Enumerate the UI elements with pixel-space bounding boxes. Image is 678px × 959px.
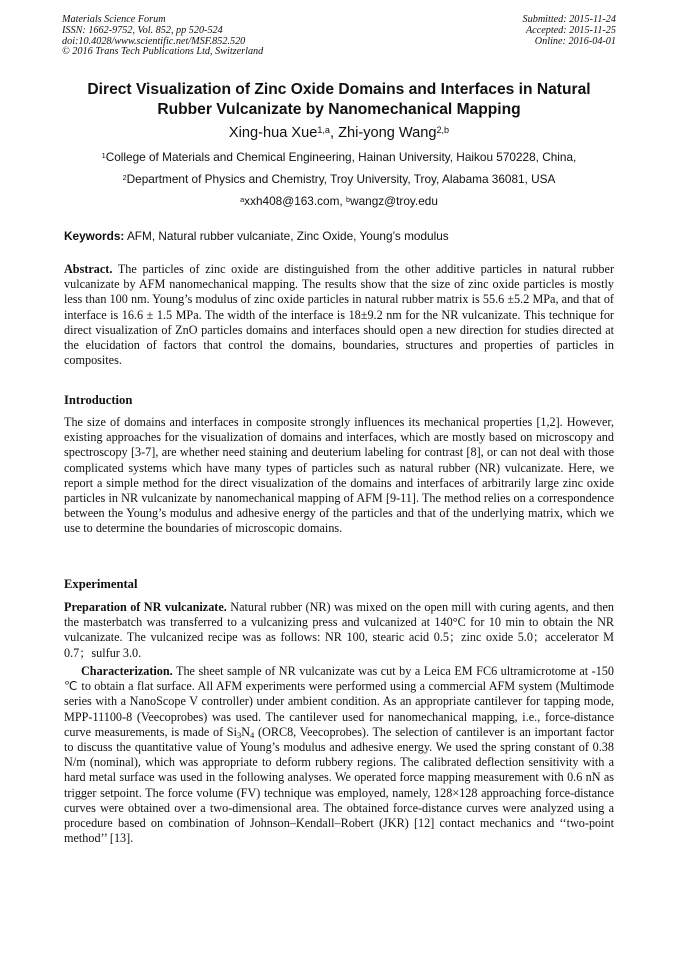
introduction-heading: Introduction bbox=[64, 393, 133, 407]
affiliation-1-text: College of Materials and Chemical Engineering, Hainan University, Haikou 570228, China, bbox=[105, 150, 577, 164]
preparation-label: Preparation of NR vulcanizate. bbox=[64, 600, 227, 614]
characterization-text-3: (ORC8, Veecoprobes). The selection of cantilever is an important factor to discuss the quantitative value of Young’s modulus and adhesive energy. We used the spring constant of 0.38 N/m (nominal), which was appropriate to deform rubbery regions. The calibrated deflection sensitivity with a hard metal surface was used in the following analyses. We operated force mapping measurement with 0.6 nN as trigger setpoint. The force volume (FV) technique was employed, namely, 128×128 approaching force-distance curves were obtained over a two-dimensional area. The obtained force-distance curves were analyzed using a procedure based on combination of Johnson–Kendall–Robert (JKR) [12] contact mechanics and ‘‘two-point method’’ [13]. bbox=[64, 724, 614, 846]
author-2: Zhi-yong Wang bbox=[338, 125, 437, 141]
affiliation-1-marker: 1 bbox=[101, 150, 106, 160]
affiliation-2-marker: 2 bbox=[122, 172, 127, 182]
affiliation-2 bbox=[40, 172, 638, 186]
keywords-label: Keywords: bbox=[64, 229, 125, 243]
issn-line: ISSN: 1662-9752, Vol. 852, pp 520-524 bbox=[62, 24, 223, 36]
characterization-sub-1: 3 bbox=[236, 730, 242, 741]
characterization-sub-2: 4 bbox=[250, 730, 255, 741]
experimental-heading: Experimental bbox=[64, 577, 138, 591]
characterization-label: Characterization. bbox=[81, 664, 173, 678]
keywords bbox=[64, 229, 616, 243]
copyright-line: © 2016 Trans Tech Publications Ltd, Switzerland bbox=[62, 46, 264, 58]
doi-line: doi:10.4028/www.scientific.net/MSF.852.520 bbox=[62, 35, 246, 47]
journal-header-left bbox=[62, 15, 263, 58]
journal-name: Materials Science Forum bbox=[62, 14, 166, 25]
abstract-label: Abstract. bbox=[64, 262, 113, 276]
title-line-1: Direct Visualization of Zinc Oxide Domains and Interfaces in Natural bbox=[87, 81, 591, 98]
accepted-date: Accepted: 2015-11-25 bbox=[525, 24, 616, 36]
author-1-affiliation: 1,a bbox=[317, 124, 330, 135]
affiliation-2-text: Department of Physics and Chemistry, Troy University, Troy, Alabama 36081, USA bbox=[126, 172, 556, 186]
journal-header-right bbox=[523, 15, 616, 47]
paper-title bbox=[50, 80, 628, 119]
preparation-text: Natural rubber (NR) was mixed on the open mill with curing agents, and then the masterbatch was transferred to a vulcanizing press and vulcanized at 140°C for 10 min to obtain the NR vulcanizate. The vulcanized recipe was as follows: NR 100, stearic acid 0.5；zinc oxide 5.0；accelerator M 0.7；sulfur 3.0. bbox=[64, 600, 614, 660]
characterization-text-1: The sheet sample of NR vulcanizate was cut by a Leica EM FC6 ultramicrotome at -150 ℃ to obtain a flat surface. All AFM experiments were performed using a commercial AFM system (Multimode series with a NanoScope V controller) under ambient condition. As an appropriate cantilever for tapping mode, MPP-11100-8 (Veecoprobes) was used. The cantilever used for nanomechanical mapping, i.e., force-distance curve measurements, is made of Si bbox=[64, 664, 614, 739]
affiliation-1 bbox=[40, 150, 638, 164]
submitted-date: Submitted: 2015-11-24 bbox=[522, 14, 616, 25]
abstract-text: The particles of zinc oxide are distinguished from the other additive particles in natural rubber vulcanizate by AFM nanomechanical mapping. The results show that the size of zinc oxide particles is mostly less than 100 nm. Young’s modulus of zinc oxide particles in natural rubber matrix is 55.6 ±5.2 MPa, and that of interface is 16.6 ± 1.5 MPa. The width of the interface is 18±9.2 nm for the NR vulcanizate. This technique for direct visualization of ZnO particles domains and interfaces should open a new direction for studies directed at the elucidation of factors that control the domains, boundaries, structures and properties of particles in composites. bbox=[64, 262, 614, 368]
keywords-text: AFM, Natural rubber vulcaniate, Zinc Oxide, Young’s modulus bbox=[124, 229, 449, 243]
author-1: Xing-hua Xue bbox=[228, 125, 318, 141]
title-line-2: Rubber Vulcanizate by Nanomechanical Mapping bbox=[157, 100, 521, 118]
online-date: Online: 2016-04-01 bbox=[534, 35, 616, 47]
author-list bbox=[50, 124, 628, 142]
abstract bbox=[64, 262, 614, 368]
characterization-text-2: N bbox=[241, 724, 251, 739]
author-separator: , bbox=[329, 125, 339, 141]
email-b: wangz@troy.edu bbox=[350, 194, 438, 208]
characterization-paragraph bbox=[64, 664, 614, 846]
preparation-paragraph bbox=[64, 600, 614, 661]
author-2-affiliation: 2,b bbox=[436, 124, 450, 135]
email-a-marker: a bbox=[240, 194, 245, 204]
introduction-text: The size of domains and interfaces in composite strongly influences its mechanical properties [1,2]. However, existing approaches for the visualization of domains and interfaces, which are mostly based on microscopy and spectroscopy [3-7], are whether need staining and deuterium labeling for contrast [8], or can not deal with those complicated systems which have many types of particles such as natural rubber (NR) vulcanizate. Here, we report a simple method for the direct visualization of the domains and interfaces of arbitrarily large zinc oxide particles in NR vulcanizate by nanomechanical mapping of AFM [9-11]. The method relies on a correspondence between the Young’s modulus and adhesive energy of the particles and that of the underlying matrix, which we use to determine the boundaries of microscopic domains. bbox=[64, 415, 614, 536]
email-b-marker: b bbox=[346, 194, 351, 204]
email-a: xxh408@163.com, bbox=[244, 194, 346, 208]
author-emails bbox=[40, 194, 638, 208]
